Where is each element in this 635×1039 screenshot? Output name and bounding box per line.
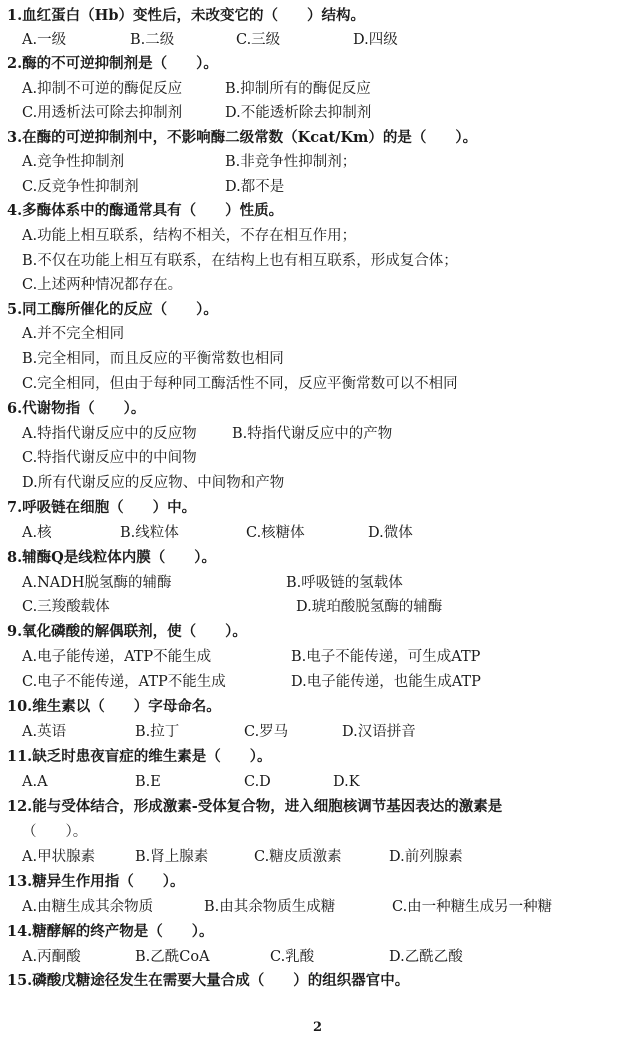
question-4-option-b: B.不仅在功能上相互有联系，在结构上也有相互联系，形成复合体； <box>22 253 458 269</box>
question-14-option-a: A.丙酮酸 <box>22 949 81 965</box>
question-13-option-a: A.由糖生成其余物质 <box>22 899 154 915</box>
question-2-option-b: B.抑制所有的酶促反应 <box>225 81 371 97</box>
question-12-stem-continued: （ ）。 <box>22 824 88 840</box>
question-11-options <box>0 772 635 792</box>
question-1-option-a: A.一级 <box>22 32 67 48</box>
question-13-options <box>0 897 635 917</box>
question-14-option-d: D.乙酰乙酸 <box>389 949 463 965</box>
question-9-options-row-2 <box>0 672 635 692</box>
question-3-options-row-2 <box>0 177 635 197</box>
question-5-option-b: B.完全相同，而且反应的平衡常数也相同 <box>22 351 284 367</box>
question-6-options-row-1 <box>0 424 635 444</box>
question-10-option-d: D.汉语拼音 <box>342 724 416 740</box>
question-10-stem: 10.维生素以（ ）字母命名。 <box>7 698 221 715</box>
page-number: 2 <box>312 1020 323 1035</box>
question-4-stem: 4.多酶体系中的酶通常具有（ ）性质。 <box>7 202 284 219</box>
question-13-option-b: B.由其余物质生成糖 <box>204 899 336 915</box>
question-8-option-a: A.NADH脱氢酶的辅酶 <box>22 575 172 591</box>
question-14-option-b: B.乙酰CoA <box>135 949 210 965</box>
question-6-option-b: B.特指代谢反应中的产物 <box>232 426 393 442</box>
question-10-options <box>0 722 635 742</box>
question-12-option-c: C.糖皮质激素 <box>254 849 342 865</box>
question-10-option-a: A.英语 <box>22 724 67 740</box>
question-2-options-row-2 <box>0 103 635 123</box>
question-12-stem: 12.能与受体结合，形成激素-受体复合物，进入细胞核调节基因表达的激素是 <box>7 798 503 815</box>
question-1-option-c: C.三级 <box>236 32 281 48</box>
question-5-option-c: C.完全相同，但由于每种同工酶活性不同，反应平衡常数可以不相同 <box>22 376 458 392</box>
question-2-options-row-1 <box>0 79 635 99</box>
question-7-option-d: D.微体 <box>368 525 413 541</box>
question-6-option-c: C.特指代谢反应中的中间物 <box>22 450 197 466</box>
question-7-stem: 7.呼吸链在细胞（ ）中。 <box>7 499 197 516</box>
question-10-option-b: B.拉丁 <box>135 724 180 740</box>
question-6-stem: 6.代谢物指（ ）。 <box>7 400 146 417</box>
question-14-option-c: C.乳酸 <box>270 949 315 965</box>
question-10-option-c: C.罗马 <box>244 724 289 740</box>
question-8-options-row-2 <box>0 597 635 617</box>
question-7-option-a: A.核 <box>22 525 52 541</box>
question-15-stem: 15.磷酸戊糖途径发生在需要大量合成（ ）的组织器官中。 <box>7 972 410 989</box>
question-9-option-d: D.电子能传递，也能生成ATP <box>291 674 481 690</box>
question-13-stem: 13.糖异生作用指（ ）。 <box>7 873 185 890</box>
question-6-option-d: D.所有代谢反应的反应物、中间物和产物 <box>22 475 285 491</box>
question-3-option-d: D.都不是 <box>225 179 285 195</box>
question-11-option-d: D.K <box>333 774 360 790</box>
question-9-option-a: A.电子能传递，ATP不能生成 <box>22 649 212 665</box>
question-6-option-a: A.特指代谢反应中的反应物 <box>22 426 197 442</box>
question-8-option-d: D.琥珀酸脱氢酶的辅酶 <box>296 599 443 615</box>
question-3-options-row-1 <box>0 152 635 172</box>
question-12-option-b: B.肾上腺素 <box>135 849 209 865</box>
question-3-stem: 3.在酶的可逆抑制剂中，不影响酶二级常数（Kcat/Km）的是（ ）。 <box>7 129 478 146</box>
question-11-stem: 11.缺乏时患夜盲症的维生素是（ ）。 <box>7 748 272 765</box>
question-2-option-d: D.不能透析除去抑制剂 <box>225 105 372 121</box>
question-4-option-c: C.上述两种情况都存在。 <box>22 277 183 293</box>
question-8-option-c: C.三羧酸载体 <box>22 599 110 615</box>
question-12-option-d: D.前列腺素 <box>389 849 463 865</box>
question-9-options-row-1 <box>0 647 635 667</box>
question-5-stem: 5.同工酶所催化的反应（ ）。 <box>7 301 218 318</box>
question-4-option-a: A.功能上相互联系，结构不相关，不存在相互作用； <box>22 228 357 244</box>
question-9-option-b: B.电子不能传递，可生成ATP <box>291 649 481 665</box>
question-12-options <box>0 847 635 867</box>
question-7-options <box>0 523 635 543</box>
question-12-option-a: A.甲状腺素 <box>22 849 96 865</box>
question-2-option-c: C.用透析法可除去抑制剂 <box>22 105 183 121</box>
question-11-option-a: A.A <box>22 774 48 790</box>
question-1-option-d: D.四级 <box>353 32 398 48</box>
question-1-option-b: B.二级 <box>130 32 175 48</box>
question-8-options-row-1 <box>0 573 635 593</box>
question-5-option-a: A.并不完全相同 <box>22 326 125 342</box>
question-14-options <box>0 947 635 967</box>
question-11-option-c: C.D <box>244 774 271 790</box>
question-2-stem: 2.酶的不可逆抑制剂是（ ）。 <box>7 55 218 72</box>
question-8-stem: 8.辅酶Q是线粒体内膜（ ）。 <box>7 549 217 566</box>
question-8-option-b: B.呼吸链的氢载体 <box>286 575 403 591</box>
question-3-option-b: B.非竞争性抑制剂； <box>225 154 357 170</box>
question-2-option-a: A.抑制不可逆的酶促反应 <box>22 81 183 97</box>
question-9-stem: 9.氧化磷酸的解偶联剂，使（ ）。 <box>7 623 247 640</box>
question-7-option-c: C.核糖体 <box>246 525 305 541</box>
question-1-stem: 1.血红蛋白（Hb）变性后，未改变它的（ ）结构。 <box>7 7 365 24</box>
question-9-option-c: C.电子不能传递，ATP不能生成 <box>22 674 226 690</box>
question-7-option-b: B.线粒体 <box>120 525 179 541</box>
question-14-stem: 14.糖酵解的终产物是（ ）。 <box>7 923 214 940</box>
question-1-options <box>0 30 635 50</box>
question-3-option-a: A.竞争性抑制剂 <box>22 154 125 170</box>
question-3-option-c: C.反竞争性抑制剂 <box>22 179 139 195</box>
question-13-option-c: C.由一种糖生成另一种糖 <box>392 899 553 915</box>
question-11-option-b: B.E <box>135 774 161 790</box>
